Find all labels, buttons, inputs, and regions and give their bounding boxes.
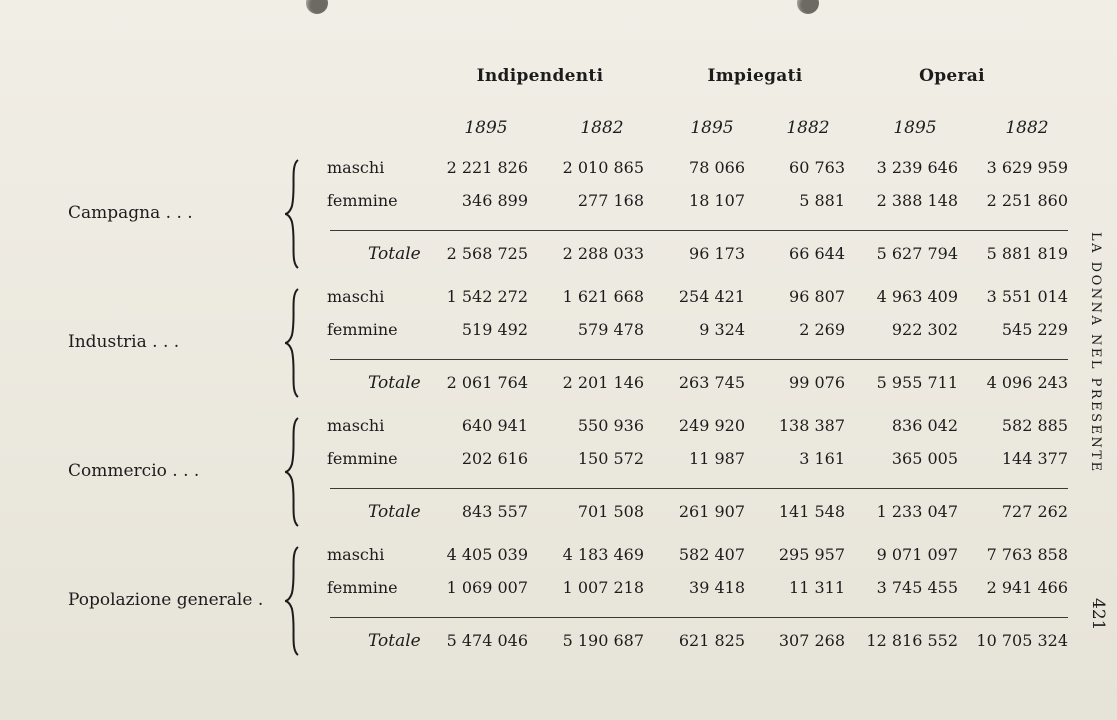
table-cell: 1 007 218 <box>562 578 644 597</box>
curly-brace-icon <box>284 416 302 528</box>
table-cell: 843 557 <box>461 502 528 521</box>
female-row-label: femmine <box>327 320 398 339</box>
total-row-label: Totale <box>368 631 421 651</box>
table-cell: 295 957 <box>778 545 845 564</box>
male-row-label: maschi <box>327 416 385 435</box>
table-cell: 10 705 324 <box>976 631 1068 650</box>
table-cell: 3 745 455 <box>876 578 958 597</box>
year-header: 1895 <box>690 118 734 138</box>
table-cell: 1 542 272 <box>446 287 528 306</box>
total-row-label: Totale <box>368 502 421 522</box>
female-row-label: femmine <box>327 191 398 210</box>
curly-brace-icon <box>284 545 302 657</box>
table-cell: 99 076 <box>789 373 845 392</box>
table-cell: 150 572 <box>577 449 644 468</box>
table-cell: 727 262 <box>1001 502 1068 521</box>
section-label: Industria . . . <box>68 332 180 352</box>
table-cell: 9 071 097 <box>876 545 958 564</box>
table-cell: 5 190 687 <box>562 631 644 650</box>
section-label: Campagna . . . <box>68 203 193 223</box>
table-cell: 2 269 <box>799 320 845 339</box>
table-cell: 3 239 646 <box>876 158 958 177</box>
table-cell: 4 096 243 <box>986 373 1068 392</box>
binder-hole-right <box>797 0 819 14</box>
table-cell: 5 955 711 <box>876 373 958 392</box>
male-row-label: maschi <box>327 287 385 306</box>
table-cell: 550 936 <box>577 416 644 435</box>
table-cell: 2 221 826 <box>446 158 528 177</box>
total-row-label: Totale <box>368 373 421 393</box>
year-header: 1882 <box>580 118 624 138</box>
column-header-indipendenti: Indipendenti <box>476 66 604 86</box>
page-number: 421 <box>1088 598 1108 631</box>
total-rule <box>330 230 1068 231</box>
table-cell: 2 388 148 <box>876 191 958 210</box>
total-rule <box>330 359 1068 360</box>
table-cell: 249 920 <box>678 416 745 435</box>
table-cell: 836 042 <box>891 416 958 435</box>
table-cell: 3 161 <box>799 449 845 468</box>
table-cell: 2 941 466 <box>986 578 1068 597</box>
table-cell: 263 745 <box>678 373 745 392</box>
table-cell: 519 492 <box>461 320 528 339</box>
table-cell: 922 302 <box>891 320 958 339</box>
table-cell: 12 816 552 <box>866 631 958 650</box>
table-cell: 1 621 668 <box>562 287 644 306</box>
table-cell: 5 881 819 <box>986 244 1068 263</box>
table-cell: 11 987 <box>689 449 745 468</box>
male-row-label: maschi <box>327 158 385 177</box>
table-cell: 3 551 014 <box>986 287 1068 306</box>
total-rule <box>330 617 1068 618</box>
table-cell: 640 941 <box>461 416 528 435</box>
section-label: Commercio . . . <box>68 461 200 481</box>
table-cell: 582 407 <box>678 545 745 564</box>
table-cell: 701 508 <box>577 502 644 521</box>
table-cell: 11 311 <box>789 578 845 597</box>
table-cell: 2 568 725 <box>446 244 528 263</box>
table-cell: 1 233 047 <box>876 502 958 521</box>
table-cell: 78 066 <box>689 158 745 177</box>
total-rule <box>330 488 1068 489</box>
section-label: Popolazione generale . <box>68 590 264 610</box>
table-cell: 60 763 <box>789 158 845 177</box>
table-cell: 7 763 858 <box>986 545 1068 564</box>
table-cell: 4 963 409 <box>876 287 958 306</box>
table-cell: 141 548 <box>778 502 845 521</box>
year-header: 1882 <box>1005 118 1049 138</box>
total-row-label: Totale <box>368 244 421 264</box>
table-cell: 254 421 <box>678 287 745 306</box>
table-cell: 346 899 <box>461 191 528 210</box>
table-cell: 307 268 <box>778 631 845 650</box>
table-cell: 365 005 <box>891 449 958 468</box>
table-cell: 4 183 469 <box>562 545 644 564</box>
table-cell: 96 173 <box>689 244 745 263</box>
table-cell: 5 474 046 <box>446 631 528 650</box>
table-cell: 277 168 <box>577 191 644 210</box>
male-row-label: maschi <box>327 545 385 564</box>
table-cell: 3 629 959 <box>986 158 1068 177</box>
table-cell: 2 061 764 <box>446 373 528 392</box>
table-cell: 2 251 860 <box>986 191 1068 210</box>
curly-brace-icon <box>284 287 302 399</box>
table-cell: 4 405 039 <box>446 545 528 564</box>
binder-hole-left <box>306 0 328 14</box>
curly-brace-icon <box>284 158 302 270</box>
table-cell: 202 616 <box>461 449 528 468</box>
table-cell: 9 324 <box>699 320 745 339</box>
table-cell: 2 010 865 <box>562 158 644 177</box>
column-header-operai: Operai <box>919 66 985 86</box>
year-header: 1882 <box>786 118 830 138</box>
female-row-label: femmine <box>327 449 398 468</box>
table-cell: 545 229 <box>1001 320 1068 339</box>
table-cell: 582 885 <box>1001 416 1068 435</box>
table-cell: 2 288 033 <box>562 244 644 263</box>
female-row-label: femmine <box>327 578 398 597</box>
table-cell: 2 201 146 <box>562 373 644 392</box>
table-cell: 1 069 007 <box>446 578 528 597</box>
running-head: LA DONNA NEL PRESENTE <box>1088 232 1103 474</box>
table-cell: 621 825 <box>678 631 745 650</box>
table-cell: 5 881 <box>799 191 845 210</box>
table-cell: 579 478 <box>577 320 644 339</box>
column-header-impiegati: Impiegati <box>707 66 803 86</box>
table-cell: 5 627 794 <box>876 244 958 263</box>
table-cell: 66 644 <box>789 244 845 263</box>
table-cell: 261 907 <box>678 502 745 521</box>
table-cell: 138 387 <box>778 416 845 435</box>
year-header: 1895 <box>464 118 508 138</box>
table-cell: 18 107 <box>689 191 745 210</box>
table-cell: 39 418 <box>689 578 745 597</box>
table-cell: 144 377 <box>1001 449 1068 468</box>
year-header: 1895 <box>893 118 937 138</box>
table-cell: 96 807 <box>789 287 845 306</box>
